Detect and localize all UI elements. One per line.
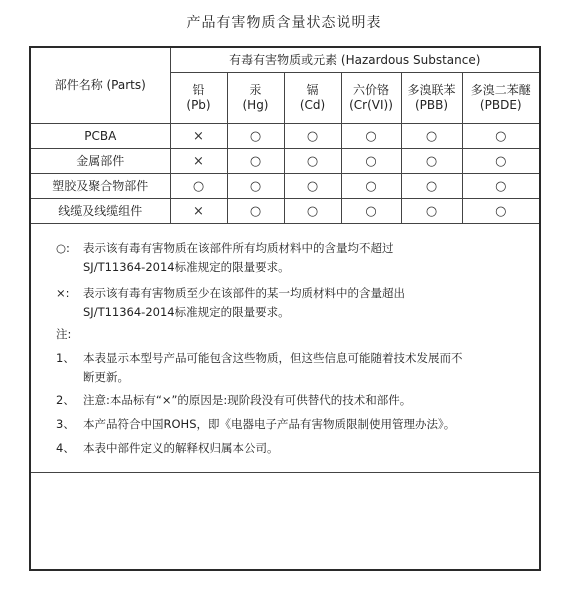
substance-symbol: (PBDE) xyxy=(479,98,522,112)
legend-text: SJ/T11364-2014标准规定的限量要求。 xyxy=(83,260,290,274)
substance-header-pb xyxy=(170,73,227,124)
status-mark: ○ xyxy=(227,124,284,149)
substance-header-hg xyxy=(227,73,284,124)
substance-symbol: (PBB) xyxy=(414,98,449,112)
legend-text: 表示该有毒有害物质至少在该部件的某一均质材料中的含量超出 xyxy=(83,286,405,300)
legend-text: 表示该有毒有害物质在该部件所有均质材料中的含量均不超过 xyxy=(83,241,394,255)
substance-name: 多溴联苯 xyxy=(407,83,456,97)
note-text: 注意:本品标有“×”的原因是:现阶段没有可供替代的技术和部件。 xyxy=(83,393,412,407)
legend-symbol: ×: xyxy=(56,286,70,300)
substance-symbol: (Hg) xyxy=(242,98,269,112)
status-mark: × xyxy=(170,199,227,224)
status-mark: ○ xyxy=(227,174,284,199)
substance-symbol: (Pb) xyxy=(186,98,211,112)
part-name: 线缆及线缆组件 xyxy=(31,199,170,224)
status-mark: ○ xyxy=(170,174,227,199)
part-name: PCBA xyxy=(31,124,170,149)
substance-name: 汞 xyxy=(249,83,262,97)
status-mark: ○ xyxy=(284,199,341,224)
substance-name: 多溴二苯醚 xyxy=(470,83,531,97)
status-mark: ○ xyxy=(401,199,462,224)
status-mark: × xyxy=(170,124,227,149)
note-text: 本产品符合中国ROHS，即《电器电子产品有害物质限制使用管理办法》。 xyxy=(83,417,456,431)
substance-symbol: (Cd) xyxy=(299,98,326,112)
substance-name: 镉 xyxy=(306,83,319,97)
substance-header-pbde xyxy=(462,73,539,124)
table-row xyxy=(31,124,539,149)
hazardous-substance-group-header: 有毒有害物质或元素 (Hazardous Substance) xyxy=(170,48,539,73)
note-text: 本表显示本型号产品可能包含这些物质，但这些信息可能随着技术发展而不 xyxy=(83,351,463,365)
substance-header-pbb xyxy=(401,73,462,124)
hazardous-substance-table xyxy=(31,48,539,224)
section-divider xyxy=(31,472,539,473)
status-mark: ○ xyxy=(227,149,284,174)
table-row xyxy=(31,149,539,174)
substance-name: 六价铬 xyxy=(352,83,389,97)
substance-symbol: (Cr(VI)) xyxy=(349,98,393,112)
hazardous-substance-table-frame xyxy=(29,46,541,571)
table-row xyxy=(31,174,539,199)
substance-name: 铅 xyxy=(192,83,205,97)
note-number: 3、 xyxy=(56,417,75,431)
status-mark: ○ xyxy=(462,149,539,174)
page-title: 产品有害物质含量状态说明表 xyxy=(186,15,382,31)
status-mark: ○ xyxy=(284,174,341,199)
status-mark: ○ xyxy=(341,174,401,199)
note-number: 4、 xyxy=(56,441,75,455)
status-mark: ○ xyxy=(462,174,539,199)
status-mark: ○ xyxy=(341,149,401,174)
status-mark: ○ xyxy=(341,124,401,149)
parts-column-header: 部件名称 (Parts) xyxy=(31,48,170,124)
substance-header-cd xyxy=(284,73,341,124)
notes-label: 注: xyxy=(56,327,72,341)
note-number: 1、 xyxy=(56,351,75,365)
status-mark: × xyxy=(170,149,227,174)
table-row xyxy=(31,199,539,224)
status-mark: ○ xyxy=(462,124,539,149)
part-name: 金属部件 xyxy=(31,149,170,174)
status-mark: ○ xyxy=(401,174,462,199)
legend-text: SJ/T11364-2014标准规定的限量要求。 xyxy=(83,305,290,319)
status-mark: ○ xyxy=(401,149,462,174)
status-mark: ○ xyxy=(284,124,341,149)
status-mark: ○ xyxy=(462,199,539,224)
status-mark: ○ xyxy=(341,199,401,224)
status-mark: ○ xyxy=(401,124,462,149)
part-name: 塑胶及聚合物部件 xyxy=(31,174,170,199)
note-number: 2、 xyxy=(56,393,75,407)
note-text: 断更新。 xyxy=(83,370,129,384)
status-mark: ○ xyxy=(227,199,284,224)
legend-symbol: ○: xyxy=(56,241,70,255)
substance-header-cr6 xyxy=(341,73,401,124)
status-mark: ○ xyxy=(284,149,341,174)
note-text: 本表中部件定义的解释权归属本公司。 xyxy=(83,441,279,455)
